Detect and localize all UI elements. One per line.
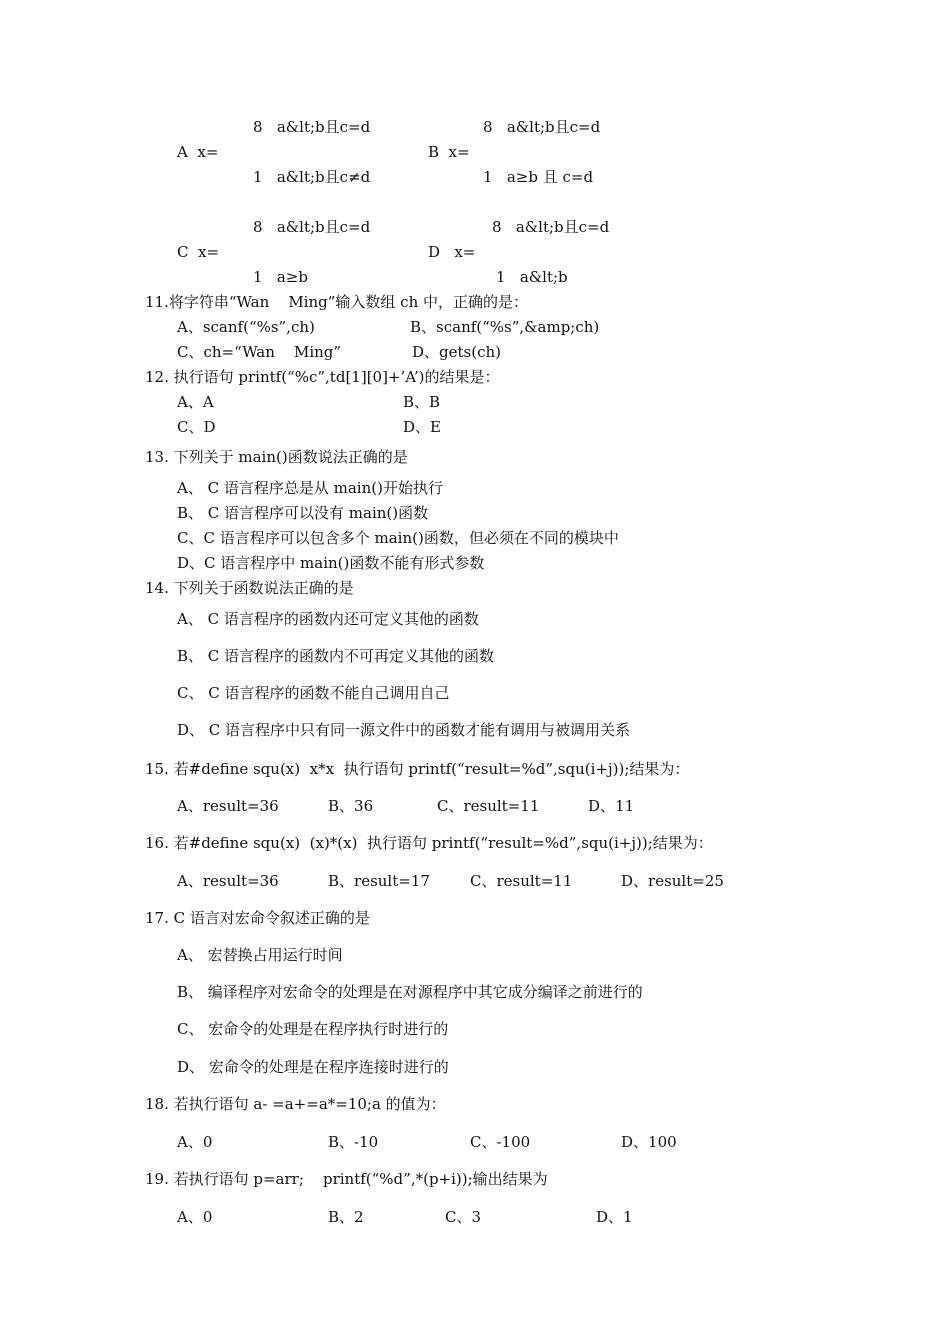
question-18-option-a: A、0 — [177, 1133, 213, 1151]
question-12-option-b: B、B — [403, 393, 441, 411]
question-15-option-b: B、36 — [328, 797, 374, 815]
question-19-option-d: D、1 — [596, 1208, 633, 1226]
question-14-stem: 14. 下列关于函数说法正确的是 — [145, 579, 354, 597]
question-13-option-c: C、C 语言程序可以包含多个 main()函数，但必须在不同的模块中 — [177, 529, 619, 547]
question-18-stem: 18. 若执行语句 a- =a+=a*=10;a 的值为： — [145, 1095, 446, 1113]
question-12-option-a: A、A — [177, 393, 214, 411]
question-12-stem: 12. 执行语句 printf(“%c”,td[1][0]+’A’)的结果是： — [145, 368, 500, 386]
q10-d-case-bottom: 1 a&lt;b — [496, 268, 568, 286]
question-19-option-b: B、2 — [328, 1208, 364, 1226]
q10-a-case-bottom: 1 a&lt;b且c≠d — [253, 168, 371, 186]
question-13-option-a: A、 C 语言程序总是从 main()开始执行 — [177, 479, 443, 497]
question-17-option-b: B、 编译程序对宏命令的处理是在对源程序中其它成分编译之前进行的 — [177, 983, 643, 1001]
question-15-option-a: A、result=36 — [177, 797, 279, 815]
question-18-option-c: C、-100 — [470, 1133, 531, 1151]
question-16-option-b: B、result=17 — [328, 872, 430, 890]
question-12-option-d: D、E — [403, 418, 441, 436]
question-14-option-c: C、 C 语言程序的函数不能自己调用自己 — [177, 684, 450, 702]
question-11-option-b: B、scanf(“%s”,&amp;ch) — [410, 318, 600, 336]
question-13-option-b: B、 C 语言程序可以没有 main()函数 — [177, 504, 429, 522]
question-16-stem: 16. 若#define squ(x) (x)*(x) 执行语句 printf(“result=%d”,squ(i+j));结果为： — [145, 834, 713, 852]
question-11-option-d: D、gets(ch) — [412, 343, 501, 361]
question-18-option-b: B、-10 — [328, 1133, 379, 1151]
question-11-stem: 11.将字符串“Wan Ming”输入数组 ch 中，正确的是： — [145, 293, 528, 311]
q10-c-label: C x= — [177, 243, 220, 261]
q10-a-label: A x= — [177, 143, 219, 161]
question-17-option-d: D、 宏命令的处理是在程序连接时进行的 — [177, 1058, 449, 1076]
question-13-stem: 13. 下列关于 main()函数说法正确的是 — [145, 448, 408, 466]
question-16-option-d: D、result=25 — [621, 872, 724, 890]
q10-c-case-top: 8 a&lt;b且c=d — [253, 218, 371, 236]
question-19-stem: 19. 若执行语句 p=arr; printf(“%d”,*(p+i));输出结果为 — [145, 1170, 548, 1188]
q10-a-case-top: 8 a&lt;b且c=d — [253, 118, 371, 136]
q10-d-case-top: 8 a&lt;b且c=d — [492, 218, 610, 236]
question-11-option-a: A、scanf(“%s”,ch) — [177, 318, 315, 336]
q10-b-case-bottom: 1 a≥b 且 c=d — [483, 168, 594, 186]
question-14-option-d: D、 C 语言程序中只有同一源文件中的函数才能有调用与被调用关系 — [177, 721, 631, 739]
question-17-option-a: A、 宏替换占用运行时间 — [177, 946, 343, 964]
question-17-stem: 17. C 语言对宏命令叙述正确的是 — [145, 909, 370, 927]
question-13-option-d: D、C 语言程序中 main()函数不能有形式参数 — [177, 554, 485, 572]
question-17-option-c: C、 宏命令的处理是在程序执行时进行的 — [177, 1020, 449, 1038]
q10-d-label: D x= — [428, 243, 476, 261]
question-15-option-d: D、11 — [588, 797, 635, 815]
question-15-stem: 15. 若#define squ(x) x*x 执行语句 printf(“result=%d”,squ(i+j));结果为： — [145, 760, 690, 778]
question-14-option-a: A、 C 语言程序的函数内还可定义其他的函数 — [177, 610, 479, 628]
question-19-option-c: C、3 — [445, 1208, 482, 1226]
q10-b-label: B x= — [428, 143, 470, 161]
question-16-option-a: A、result=36 — [177, 872, 279, 890]
question-12-option-c: C、D — [177, 418, 216, 436]
q10-b-case-top: 8 a&lt;b且c=d — [483, 118, 601, 136]
q10-c-case-bottom: 1 a≥b — [253, 268, 308, 286]
question-18-option-d: D、100 — [621, 1133, 677, 1151]
question-19-option-a: A、0 — [177, 1208, 213, 1226]
question-11-option-c: C、ch=“Wan Ming” — [177, 343, 342, 361]
question-15-option-c: C、result=11 — [437, 797, 540, 815]
question-16-option-c: C、result=11 — [470, 872, 573, 890]
question-14-option-b: B、 C 语言程序的函数内不可再定义其他的函数 — [177, 647, 495, 665]
